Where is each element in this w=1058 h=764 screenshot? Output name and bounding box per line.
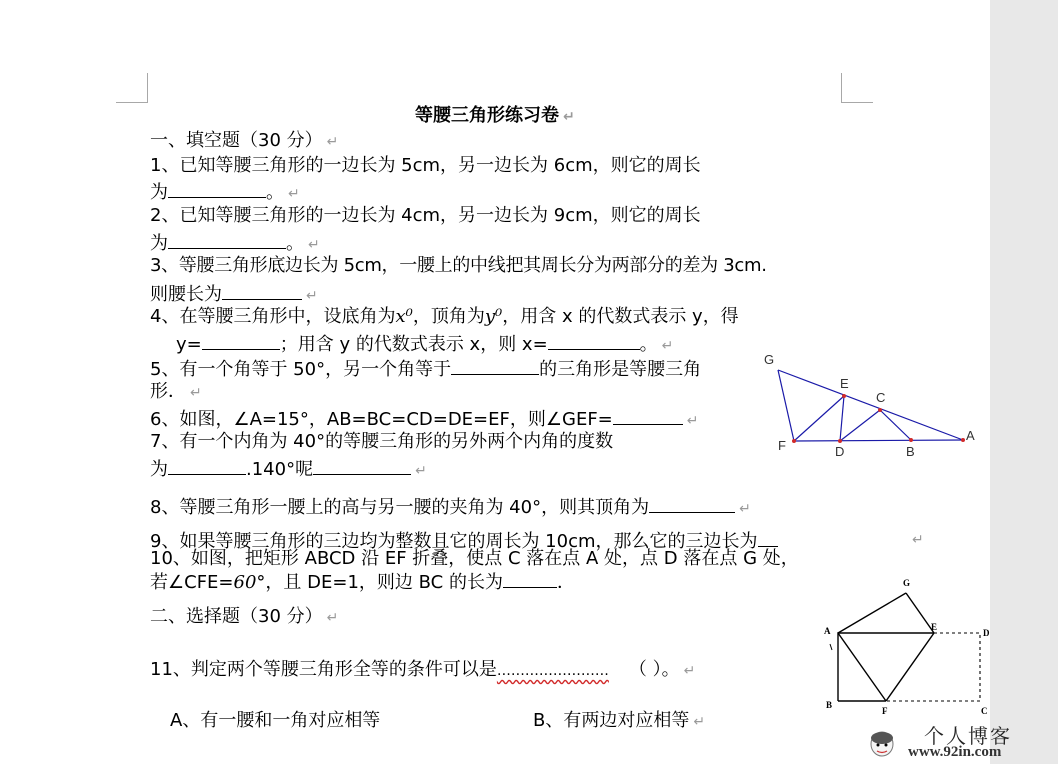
line-fa [794, 440, 963, 441]
page-corner-mark-left [116, 73, 148, 103]
document-title: 等腰三角形练习卷 ↵ [415, 105, 575, 126]
point-a [961, 438, 965, 442]
label-g: G [903, 578, 911, 588]
section-choice-heading: 二、选择题（30 分） ↵ [150, 606, 339, 627]
question-3-line-2: 则腰长为 ↵ [150, 280, 318, 308]
question-5-line-1: 5、有一个角等于 50°，另一个角等于 的三角形是等腰三角 [150, 355, 701, 382]
answer-blank[interactable] [758, 527, 778, 547]
label-f: F [882, 706, 888, 716]
question-1-line-1: 1、已知等腰三角形的一边长为 5cm，另一边长为 6cm，则它的周长 [150, 155, 701, 176]
line-ag [838, 593, 906, 633]
answer-blank[interactable] [313, 455, 411, 475]
label-a: A [966, 428, 975, 443]
line-ge [906, 593, 934, 633]
question-7-line-2: 为 .140°呢 ↵ [150, 455, 427, 483]
question-10-line-1: 10、如图，把矩形 ABCD 沿 EF 折叠，使点 C 落在点 A 处，点 D 落在点 G 处， [150, 548, 799, 569]
label-e: E [931, 622, 938, 632]
question-9: 9、如果等腰三角形的三边均为整数且它的周长为 10cm，那么它的三边长为 [150, 527, 778, 554]
line-ef [886, 633, 934, 701]
point-b [909, 438, 913, 442]
question-8: 8、等腰三角形一腰上的高与另一腰的夹角为 40°，则其顶角为 ↵ [150, 493, 751, 521]
page-corner-mark-right [841, 73, 873, 103]
answer-blank[interactable] [503, 568, 557, 588]
label-b: B [906, 444, 915, 459]
section-fill-in-heading: 一、填空题（30 分） ↵ [150, 130, 339, 151]
label-e: E [840, 376, 849, 391]
label-d: D [835, 444, 845, 459]
answer-blank[interactable] [222, 280, 302, 300]
question-2-line-1: 2、已知等腰三角形的一边长为 4cm，另一边长为 9cm，则它的周长 [150, 205, 701, 226]
scroll-gutter[interactable] [990, 0, 1058, 764]
question-4-line-2: y= ；用含 y 的代数式表示 x，则 x= 。 ↵ [176, 330, 673, 358]
rect-left-top [838, 633, 934, 701]
line-dc [840, 410, 880, 441]
mascot-logo-icon [868, 728, 896, 758]
question-3-line-1: 3、等腰三角形底边长为 5cm，一腰上的中线把其周长分为两部分的差为 3cm. [150, 255, 767, 276]
answer-blank[interactable] [548, 330, 640, 350]
question-4-line-1: 4、在等腰三角形中，设底角为x⁰，顶角为y⁰，用含 x 的代数式表示 y，得 [150, 306, 739, 327]
answer-blank[interactable] [168, 455, 246, 475]
answer-blank[interactable] [451, 355, 539, 375]
label-d: D [983, 628, 990, 638]
question-7-line-1: 7、有一个内角为 40°的等腰三角形的另外两个内角的度数 [150, 431, 614, 452]
line-af [838, 633, 886, 701]
paragraph-mark: ↵ [912, 532, 924, 548]
label-a: A [824, 626, 831, 636]
label-b: B [826, 700, 833, 710]
option-b[interactable]: B、有两边对应相等 ↵ [533, 710, 706, 731]
point-c [878, 408, 882, 412]
question-5-line-2: 形． ↵ [150, 381, 202, 402]
answer-blank[interactable] [202, 330, 280, 350]
label-f: F [778, 438, 786, 453]
question-6: 6、如图，∠A=15°，AB=BC=CD=DE=EF，则∠GEF= ↵ [150, 405, 699, 433]
line-ga [778, 370, 963, 440]
line-ed [840, 396, 844, 441]
label-c: C [981, 706, 988, 716]
folded-part [886, 633, 980, 701]
answer-blank[interactable] [168, 229, 286, 249]
line-fe [794, 396, 844, 441]
option-a[interactable]: A、有一腰和一角对应相等 [170, 710, 381, 731]
point-e [842, 394, 846, 398]
point-f [792, 439, 796, 443]
question-1-line-2: 为 。 ↵ [150, 178, 300, 206]
question-2-line-2: 为 。 ↵ [150, 229, 320, 257]
label-g: G [764, 352, 775, 367]
folded-rectangle-figure [818, 572, 994, 722]
label-c: C [876, 390, 886, 405]
question-10-line-2: 若∠CFE=60°，且 DE=1，则边 BC 的长为 ． [150, 568, 575, 595]
triangle-chain-figure [758, 348, 980, 460]
point-d [838, 439, 842, 443]
answer-blank[interactable] [649, 493, 735, 513]
answer-blank[interactable] [613, 405, 683, 425]
blog-watermark: 个人博客 www.92in.com [868, 720, 1056, 764]
answer-blank[interactable] [168, 178, 266, 198]
line-gf [778, 370, 794, 441]
question-11: 11、判定两个等腰三角形全等的条件可以是…………………… （ ）。 ↵ [150, 659, 696, 680]
